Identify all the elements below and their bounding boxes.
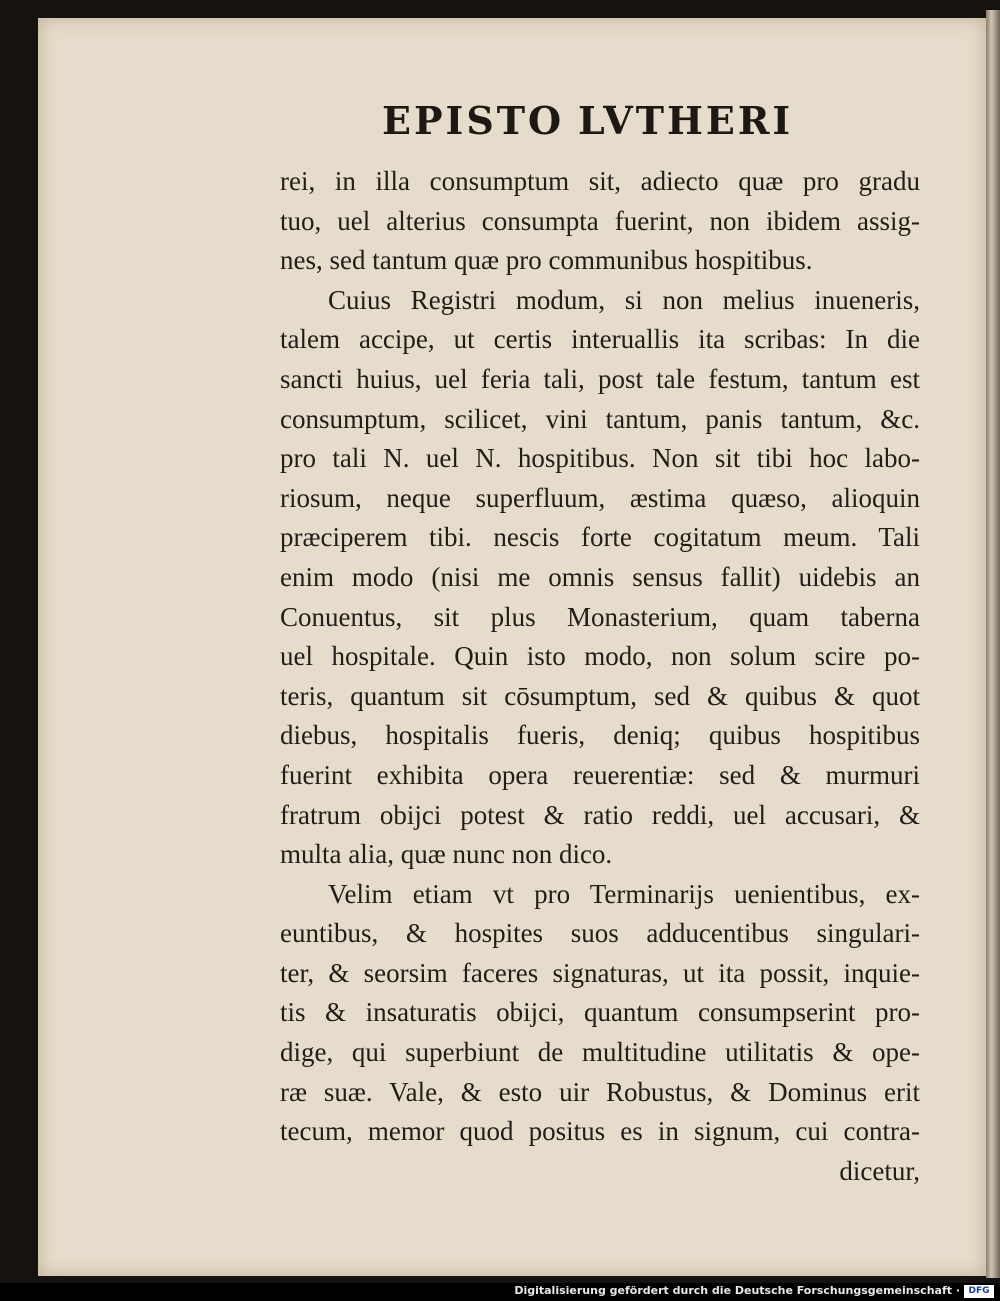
text-line: tis & insaturatis obijci, quantum consumpserint pro- bbox=[280, 997, 920, 1028]
body-text bbox=[280, 162, 920, 1191]
text-line: nes, sed tantum quæ pro communibus hospitibus. bbox=[280, 245, 813, 276]
text-line: consumptum, scilicet, vini tantum, panis tantum, &c. bbox=[280, 403, 920, 434]
text-line: Conuentus, sit plus Monasterium, quam taberna bbox=[280, 601, 920, 632]
text-line: præciperem tibi. nescis forte cogitatum meum. Tali bbox=[280, 522, 920, 553]
text-line: riosum, neque superfluum, æstima quæso, alioquin bbox=[280, 482, 920, 513]
text-line: sancti huius, uel feria tali, post tale festum, tantum est bbox=[280, 363, 920, 394]
text-line: talem accipe, ut certis interuallis ita scribas: In die bbox=[280, 324, 920, 355]
text-line: pro tali N. uel N. hospitibus. Non sit tibi hoc labo- bbox=[280, 443, 920, 474]
text-line: ræ suæ. Vale, & esto uir Robustus, & Dominus erit bbox=[280, 1076, 920, 1107]
text-line: diebus, hospitalis fueris, deniq; quibus hospitibus bbox=[280, 720, 920, 751]
text-line: teris, quantum sit cōsumptum, sed & quibus & quot bbox=[280, 680, 920, 711]
text-line: euntibus, & hospites suos adducentibus singulari- bbox=[280, 918, 920, 949]
dfg-logo-icon: DFG bbox=[964, 1285, 994, 1298]
text-line: ter, & seorsim faceres signaturas, ut ita possit, inquie- bbox=[280, 957, 920, 988]
running-head-left: EPISTO bbox=[382, 98, 565, 143]
text-line: dige, qui superbiunt de multitudine utilitatis & ope- bbox=[280, 1037, 920, 1068]
text-line: Cuius Registri modum, si non melius inueneris, bbox=[328, 284, 920, 315]
digitization-credit: Digitalisierung gefördert durch die Deutsche Forschungsgemeinschaft · bbox=[514, 1284, 960, 1297]
running-head-right: LVTHERI bbox=[578, 98, 794, 143]
page-edge bbox=[986, 10, 1000, 1278]
text-line: fuerint exhibita opera reuerentiæ: sed & murmuri bbox=[280, 759, 920, 790]
digitization-footer bbox=[0, 1283, 1000, 1301]
running-head bbox=[250, 98, 950, 158]
text-line: uel hospitale. Quin isto modo, non solum scire po- bbox=[280, 641, 920, 672]
text-line: multa alia, quæ nunc non dico. bbox=[280, 839, 613, 870]
text-line: tecum, memor quod positus es in signum, cui contra- bbox=[280, 1116, 920, 1147]
text-line: rei, in illa consumptum sit, adiecto quæ pro gradu bbox=[280, 166, 920, 196]
text-line: Velim etiam vt pro Terminarijs uenientibus, ex- bbox=[328, 878, 920, 909]
catchword: dicetur, bbox=[839, 1155, 920, 1186]
text-line: enim modo (nisi me omnis sensus fallit) uidebis an bbox=[280, 561, 920, 592]
text-line: tuo, uel alterius consumpta fuerint, non ibidem assig- bbox=[280, 205, 920, 236]
text-line: fratrum obijci potest & ratio reddi, uel accusari, & bbox=[280, 799, 920, 830]
